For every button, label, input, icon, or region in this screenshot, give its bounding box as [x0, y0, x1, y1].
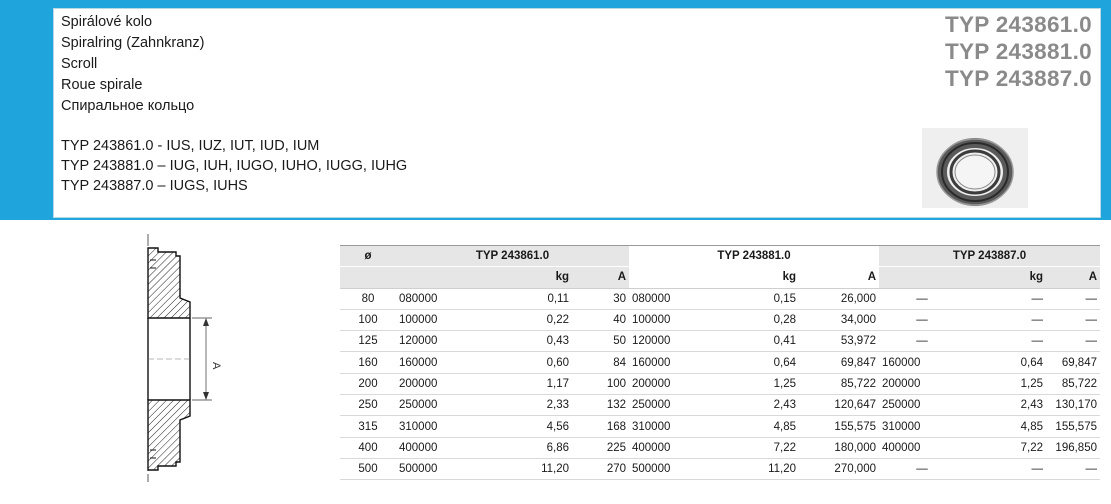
table-row	[340, 416, 1100, 437]
type-title: TYP 243881.0	[944, 39, 1092, 64]
a-header: A	[1046, 267, 1100, 288]
a-cell: 85,722	[1046, 373, 1100, 394]
type-title: TYP 243861.0	[944, 12, 1092, 37]
a-cell: —	[1046, 288, 1100, 309]
a-header: A	[572, 267, 629, 288]
code-cell: 200000	[629, 373, 703, 394]
weight-cell: 11,20	[470, 458, 572, 479]
weight-cell: 0,22	[470, 309, 572, 330]
code-cell: —	[879, 288, 965, 309]
weight-cell: 0,64	[703, 352, 799, 373]
a-cell: 132	[572, 395, 629, 416]
a-cell: 30	[572, 288, 629, 309]
table-row	[340, 395, 1100, 416]
empty-header	[879, 267, 965, 288]
weight-cell: 2,43	[703, 395, 799, 416]
kg-header: kg	[470, 267, 572, 288]
a-cell: 34,000	[799, 309, 879, 330]
code-cell: 250000	[879, 395, 965, 416]
diameter-cell: 100	[340, 309, 396, 330]
a-header: A	[799, 267, 879, 288]
code-cell: —	[879, 309, 965, 330]
code-cell: 400000	[879, 437, 965, 458]
code-cell: 100000	[396, 309, 470, 330]
type-line: TYP 243887.0 – IUGS, IUHS	[61, 178, 248, 194]
weight-cell: 0,15	[703, 288, 799, 309]
code-cell: 310000	[629, 416, 703, 437]
weight-cell: 0,11	[470, 288, 572, 309]
a-cell: 40	[572, 309, 629, 330]
a-cell: 130,170	[1046, 395, 1100, 416]
code-cell: 080000	[629, 288, 703, 309]
table-row	[340, 458, 1100, 479]
weight-cell: 0,60	[470, 352, 572, 373]
weight-cell: 4,85	[965, 416, 1046, 437]
a-cell: 84	[572, 352, 629, 373]
a-cell: 180,000	[799, 437, 879, 458]
scroll-ring-photo	[922, 128, 1028, 208]
kg-header: kg	[965, 267, 1046, 288]
code-cell: 310000	[396, 416, 470, 437]
table-row	[340, 288, 1100, 309]
svg-text:A: A	[210, 362, 222, 370]
type-compatibility-list	[61, 136, 407, 196]
table-group-header-row	[340, 246, 1100, 267]
weight-cell: —	[965, 458, 1046, 479]
product-name-fr: Roue spirale	[61, 77, 143, 93]
weight-cell: 2,33	[470, 395, 572, 416]
code-cell: 160000	[879, 352, 965, 373]
weight-cell: 0,28	[703, 309, 799, 330]
a-cell: —	[1046, 331, 1100, 352]
diameter-cell: 200	[340, 373, 396, 394]
technical-drawing	[0, 220, 307, 499]
code-cell: —	[879, 331, 965, 352]
product-name-ru: Спиральное кольцо	[61, 98, 195, 114]
a-cell: 168	[572, 416, 629, 437]
product-name-cz: Spirálové kolo	[61, 14, 153, 30]
group-header-243887: TYP 243887.0	[879, 246, 1100, 267]
code-cell: 160000	[396, 352, 470, 373]
type-title: TYP 243887.0	[944, 66, 1092, 91]
diameter-cell: 400	[340, 437, 396, 458]
group-header-243861: TYP 243861.0	[396, 246, 629, 267]
a-cell: 69,847	[1046, 352, 1100, 373]
code-cell: 400000	[629, 437, 703, 458]
code-cell: 120000	[629, 331, 703, 352]
weight-cell: 2,43	[965, 395, 1046, 416]
weight-cell: 7,22	[965, 437, 1046, 458]
a-cell: 85,722	[799, 373, 879, 394]
product-name-de: Spiralring (Zahnkranz)	[61, 35, 205, 51]
a-cell: 26,000	[799, 288, 879, 309]
weight-cell: —	[965, 288, 1046, 309]
product-names-list	[61, 12, 204, 117]
a-cell: 196,850	[1046, 437, 1100, 458]
weight-cell: 0,64	[965, 352, 1046, 373]
weight-cell: 0,43	[470, 331, 572, 352]
a-cell: 50	[572, 331, 629, 352]
kg-header: kg	[703, 267, 799, 288]
a-cell: 155,575	[1046, 416, 1100, 437]
code-cell: 200000	[396, 373, 470, 394]
type-line: TYP 243861.0 - IUS, IUZ, IUT, IUD, IUM	[61, 138, 320, 154]
diameter-header: ø	[340, 246, 396, 267]
code-cell: 200000	[879, 373, 965, 394]
product-name-en: Scroll	[61, 56, 98, 72]
group-header-243881: TYP 243881.0	[629, 246, 879, 267]
a-cell: —	[1046, 309, 1100, 330]
code-cell: —	[879, 458, 965, 479]
diameter-cell: 125	[340, 331, 396, 352]
a-cell: 155,575	[799, 416, 879, 437]
weight-cell: 7,22	[703, 437, 799, 458]
a-cell: 120,647	[799, 395, 879, 416]
spec-table-body	[340, 288, 1100, 480]
diameter-cell: 250	[340, 395, 396, 416]
weight-cell: 4,56	[470, 416, 572, 437]
empty-header	[340, 267, 396, 288]
table-row	[340, 373, 1100, 394]
weight-cell: 0,41	[703, 331, 799, 352]
diameter-cell: 80	[340, 288, 396, 309]
code-cell: 100000	[629, 309, 703, 330]
code-cell: 160000	[629, 352, 703, 373]
a-cell: 225	[572, 437, 629, 458]
type-titles	[945, 11, 1092, 92]
table-sub-header-row	[340, 267, 1100, 288]
code-cell: 250000	[396, 395, 470, 416]
weight-cell: 1,25	[703, 373, 799, 394]
empty-header	[396, 267, 470, 288]
a-cell: —	[1046, 458, 1100, 479]
code-cell: 250000	[629, 395, 703, 416]
diameter-cell: 500	[340, 458, 396, 479]
a-cell: 53,972	[799, 331, 879, 352]
code-cell: 500000	[629, 458, 703, 479]
weight-cell: 11,20	[703, 458, 799, 479]
table-row	[340, 331, 1100, 352]
weight-cell: 4,85	[703, 416, 799, 437]
weight-cell: —	[965, 331, 1046, 352]
weight-cell: 6,86	[470, 437, 572, 458]
weight-cell: —	[965, 309, 1046, 330]
empty-header	[629, 267, 703, 288]
code-cell: 120000	[396, 331, 470, 352]
code-cell: 400000	[396, 437, 470, 458]
a-cell: 270,000	[799, 458, 879, 479]
spec-table	[340, 245, 1100, 480]
a-cell: 270	[572, 458, 629, 479]
weight-cell: 1,17	[470, 373, 572, 394]
type-line: TYP 243881.0 – IUG, IUH, IUGO, IUHO, IUGG, IUHG	[61, 158, 408, 174]
code-cell: 500000	[396, 458, 470, 479]
table-row	[340, 437, 1100, 458]
a-cell: 100	[572, 373, 629, 394]
a-cell: 69,847	[799, 352, 879, 373]
weight-cell: 1,25	[965, 373, 1046, 394]
code-cell: 310000	[879, 416, 965, 437]
table-row	[340, 309, 1100, 330]
diameter-cell: 160	[340, 352, 396, 373]
table-row	[340, 352, 1100, 373]
code-cell: 080000	[396, 288, 470, 309]
diameter-cell: 315	[340, 416, 396, 437]
